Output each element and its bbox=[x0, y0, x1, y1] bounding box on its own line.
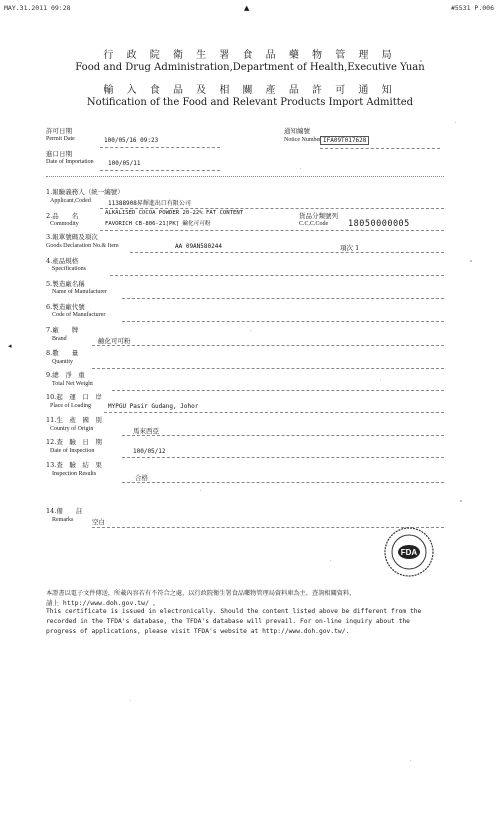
fax-page-number: #5531 P.006 bbox=[450, 4, 494, 12]
manufacturer-code-label-en: Code of Manufacturer bbox=[52, 312, 106, 318]
specifications-label-en: Specifications bbox=[52, 266, 86, 272]
applicant-value: 11388908昇輝進出口有限公司 bbox=[108, 200, 191, 207]
declaration-label-zh: 3.報單號碼及項次 bbox=[46, 233, 98, 241]
notice-title-en: Notification of the Food and Relevant Products Import Admitted bbox=[86, 97, 414, 108]
fda-seal bbox=[383, 526, 435, 578]
remarks-label-en: Remarks bbox=[52, 517, 74, 523]
ccc-code-value: 18050000005 bbox=[348, 219, 410, 229]
import-date-label-zh: 進口日期 bbox=[46, 150, 72, 158]
ccc-code-label-zh: 貨品分類號列 bbox=[299, 212, 338, 220]
loading-place-label-zh: 10.起 運 口 岸 bbox=[46, 393, 102, 401]
net-weight-label-zh: 9.總 淨 重 bbox=[46, 371, 85, 379]
quantity-label-en: Quantity bbox=[52, 359, 73, 365]
origin-label-en: Country of Origin bbox=[50, 426, 94, 432]
inspection-date-value: 100/05/12 bbox=[133, 448, 166, 455]
fda-seal-text: FDA bbox=[400, 548, 418, 557]
origin-label-zh: 11.生 產 國 別 bbox=[46, 416, 102, 424]
notice-number-label-en: Notice Number bbox=[284, 137, 322, 143]
commodity-value-line2: FAVORICH CB-806-21[PK] 鹼化可可粉 bbox=[105, 221, 211, 227]
fax-mark-icon: ▲ bbox=[244, 4, 250, 12]
notice-number-label-zh: 通知編號 bbox=[284, 127, 310, 135]
fax-timestamp: MAY.31.2011 09:28 bbox=[4, 4, 71, 12]
commodity-value-line1: ALKALISED COCOA POWDER 20-22% FAT CONTENT bbox=[105, 210, 244, 216]
footer-en-line1: This certificate is issued in electronically. Should the content listed above be different from the bbox=[46, 608, 422, 615]
manufacturer-name-label-zh: 5.製造廠名稱 bbox=[46, 280, 85, 288]
brand-label-zh: 7.廠 牌 bbox=[46, 326, 79, 334]
declaration-value: AA 09AN580244 bbox=[175, 243, 222, 250]
applicant-label-zh: 1.報驗義務人（統一編號） bbox=[46, 188, 124, 196]
brand-value: 鹼化可可粉 bbox=[98, 337, 131, 345]
commodity-label-zh: 2.品 名 bbox=[46, 212, 79, 220]
footer-en-line3: progress of applications, please visit TFDA's website at http://www.doh.gov.tw/. bbox=[46, 628, 350, 635]
permit-date-label-en: Permit Date bbox=[46, 136, 75, 142]
inspection-results-value: 合格 bbox=[135, 474, 148, 482]
remarks-value: 空白 bbox=[92, 518, 105, 526]
declaration-label-en: Goods Declaration No.& Item bbox=[46, 243, 119, 249]
brand-label-en: Brand bbox=[52, 336, 67, 342]
footer-zh-line2: 請上 http://www.doh.gov.tw/ 。 bbox=[46, 599, 160, 607]
origin-value: 馬來西亞 bbox=[133, 427, 159, 435]
inspection-results-label-zh: 13.查 驗 結 果 bbox=[46, 461, 102, 469]
commodity-label-en: Commodity bbox=[50, 221, 79, 227]
inspection-date-label-en: Date of Inspection bbox=[50, 448, 95, 454]
notice-title-zh: 輸 入 食 品 及 相 關 產 品 許 可 通 知 bbox=[103, 85, 397, 96]
manufacturer-code-label-zh: 6.製造廠代號 bbox=[46, 303, 85, 311]
footer-en-line2: recorded in the TFDA's database, the TFDA's database will prevail. For on-line inquiry about the bbox=[46, 618, 410, 625]
agency-title-zh: 行 政 院 衛 生 署 食 品 藥 物 管 理 局 bbox=[103, 50, 397, 61]
remarks-label-zh: 14.備 註 bbox=[46, 507, 83, 515]
binding-mark-icon: ◂ bbox=[8, 342, 12, 350]
loading-place-value: MYPGU Pasir Gudang, Johor bbox=[108, 403, 199, 410]
footer-zh-line1: 本證書以電子文件傳送，所載內容若有不符合之處，以行政院衛生署食品藥物管理局資料庫為主，查詢相關資料， bbox=[46, 590, 356, 597]
specifications-label-zh: 4.產品規格 bbox=[46, 257, 79, 265]
quantity-label-zh: 8.數 量 bbox=[46, 349, 79, 357]
import-date-value: 100/05/11 bbox=[108, 160, 141, 167]
permit-date-label-zh: 許可日期 bbox=[46, 127, 72, 135]
import-date-label-en: Date of Importation bbox=[46, 159, 94, 165]
permit-date-value: 100/05/16 09:23 bbox=[104, 137, 159, 144]
notice-number-value: IFA09T017628 bbox=[320, 136, 369, 145]
agency-title-en: Food and Drug Administration,Department of Health,Executive Yuan bbox=[75, 62, 425, 73]
inspection-date-label-zh: 12.查 驗 日 期 bbox=[46, 438, 102, 446]
declaration-item: 項次 1 bbox=[340, 244, 360, 252]
fda-seal-icon bbox=[383, 526, 435, 578]
loading-place-label-en: Place of Loading bbox=[50, 403, 91, 409]
inspection-results-label-en: Inspection Results bbox=[52, 471, 97, 477]
applicant-label-en: Applicant,Coded bbox=[50, 198, 91, 204]
net-weight-label-en: Total Net Weight bbox=[52, 381, 93, 387]
manufacturer-name-label-en: Name of Manufacturer bbox=[52, 289, 107, 295]
ccc-code-label-en: C.C.C.Code bbox=[299, 221, 329, 227]
